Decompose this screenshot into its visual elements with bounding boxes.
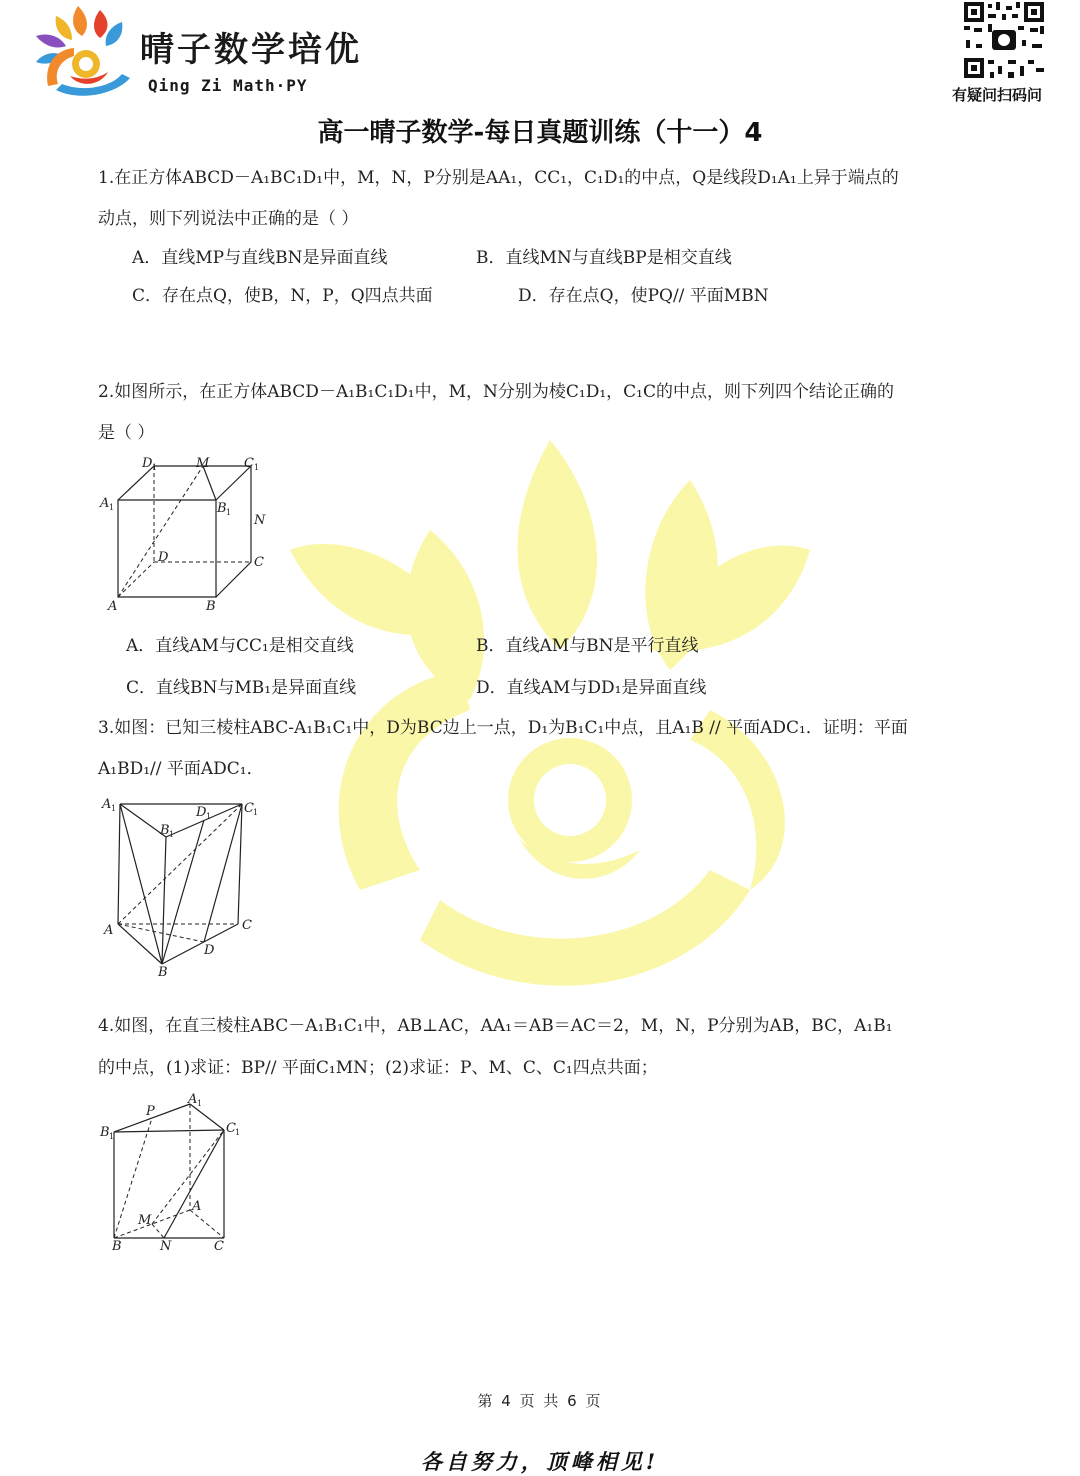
q2-label-B1: B	[217, 501, 227, 516]
logo-text-cn: 晴子数学培优	[140, 30, 362, 70]
svg-text:1: 1	[253, 808, 259, 817]
q2-option-c[interactable]: C．直线BN与MB₁是异面直线	[126, 678, 357, 698]
svg-text:1: 1	[109, 503, 115, 512]
q2-option-d[interactable]: D．直线AM与DD₁是异面直线	[476, 678, 707, 698]
q4-prism-figure	[96, 1090, 246, 1255]
qr-label: 有疑问扫码问	[952, 86, 1043, 104]
q4-label-B1: B	[100, 1125, 110, 1140]
q1-option-a[interactable]: A．直线MP与直线BN是异面直线	[132, 248, 388, 268]
q2-cube-figure	[96, 450, 276, 620]
svg-text:1: 1	[206, 812, 212, 821]
q1-stem-line2: 动点，则下列说法中正确的是（ ）	[98, 209, 359, 229]
qr-code[interactable]	[962, 0, 1046, 80]
q2-label-D1: D	[142, 456, 153, 471]
q4-stem-line2: 的中点，(1)求证：BP// 平面C₁MN；(2)求证：P、M、C、C₁四点共面；	[98, 1058, 658, 1078]
q1-option-d[interactable]: D．存在点Q，使PQ// 平面MBN	[518, 286, 769, 306]
logo-icon	[30, 2, 138, 100]
q3-stem-line2: A₁BD₁// 平面ADC₁．	[98, 759, 264, 779]
page-title: 高一晴子数学-每日真题训练（十一）4	[317, 118, 763, 148]
logo-text-en: Qing Zi Math·PY	[148, 76, 308, 95]
q2-label-D: D	[158, 550, 169, 565]
svg-text:1: 1	[254, 463, 260, 472]
q4-label-N: N	[160, 1239, 172, 1254]
q4-label-A: A	[192, 1199, 202, 1214]
q4-label-B: B	[112, 1239, 122, 1254]
q2-label-M: M	[196, 456, 210, 471]
q2-label-N: N	[254, 513, 266, 528]
svg-text:1: 1	[197, 1099, 203, 1108]
svg-text:1: 1	[226, 508, 232, 517]
q3-label-D1: D	[196, 805, 207, 820]
q4-label-A1: A	[188, 1092, 198, 1107]
q2-option-a[interactable]: A．直线AM与CC₁是相交直线	[126, 636, 354, 656]
svg-text:1: 1	[235, 1128, 241, 1137]
q4-label-C: C	[214, 1239, 224, 1254]
q3-label-B1: B	[160, 823, 170, 838]
q4-stem-line1: 4.如图，在直三棱柱ABC－A₁B₁C₁中，AB⊥AC，AA₁＝AB＝AC＝2，M，N，P分别为AB，BC，A₁B₁	[98, 1016, 893, 1036]
q2-label-B: B	[206, 599, 216, 614]
q1-option-c[interactable]: C．存在点Q，使B，N，P，Q四点共面	[132, 286, 433, 306]
svg-text:1: 1	[109, 1132, 115, 1141]
q3-prism-figure	[96, 792, 271, 980]
q3-label-C: C	[242, 918, 252, 933]
q3-label-B: B	[158, 965, 168, 980]
q3-label-C1: C	[244, 801, 254, 816]
q4-label-M: M	[138, 1213, 152, 1228]
q2-stem-line2: 是（ ）	[98, 423, 155, 443]
q1-stem-line1: 1.在正方体ABCD－A₁BC₁D₁中，M，N，P分别是AA₁，CC₁，C₁D₁的中点，Q是线段D₁A₁上异于端点的	[98, 168, 899, 188]
q2-option-b[interactable]: B．直线AM与BN是平行直线	[476, 636, 699, 656]
q4-label-C1: C	[226, 1121, 236, 1136]
q2-label-A: A	[108, 599, 118, 614]
q2-label-A1: A	[100, 496, 110, 511]
q2-label-C1: C	[244, 456, 254, 471]
svg-text:1: 1	[169, 830, 175, 839]
q3-label-D: D	[204, 943, 215, 958]
svg-text:1: 1	[152, 463, 158, 472]
q2-label-C: C	[254, 555, 264, 570]
q3-label-A: A	[104, 923, 114, 938]
q3-stem-line1: 3.如图：已知三棱柱ABC-A₁B₁C₁中，D为BC边上一点，D₁为B₁C₁中点，且A₁B // 平面ADC₁．证明：平面	[98, 718, 908, 738]
q3-label-A1: A	[102, 797, 112, 812]
slogan: 各自努力，顶峰相见!	[420, 1449, 660, 1474]
q1-option-b[interactable]: B．直线MN与直线BP是相交直线	[476, 248, 732, 268]
page-number: 第 4 页 共 6 页	[477, 1392, 603, 1410]
svg-text:1: 1	[111, 804, 117, 813]
q4-label-P: P	[146, 1104, 155, 1119]
q2-stem-line1: 2.如图所示，在正方体ABCD－A₁B₁C₁D₁中，M，N分别为棱C₁D₁，C₁C的中点，则下列四个结论正确的	[98, 382, 894, 402]
